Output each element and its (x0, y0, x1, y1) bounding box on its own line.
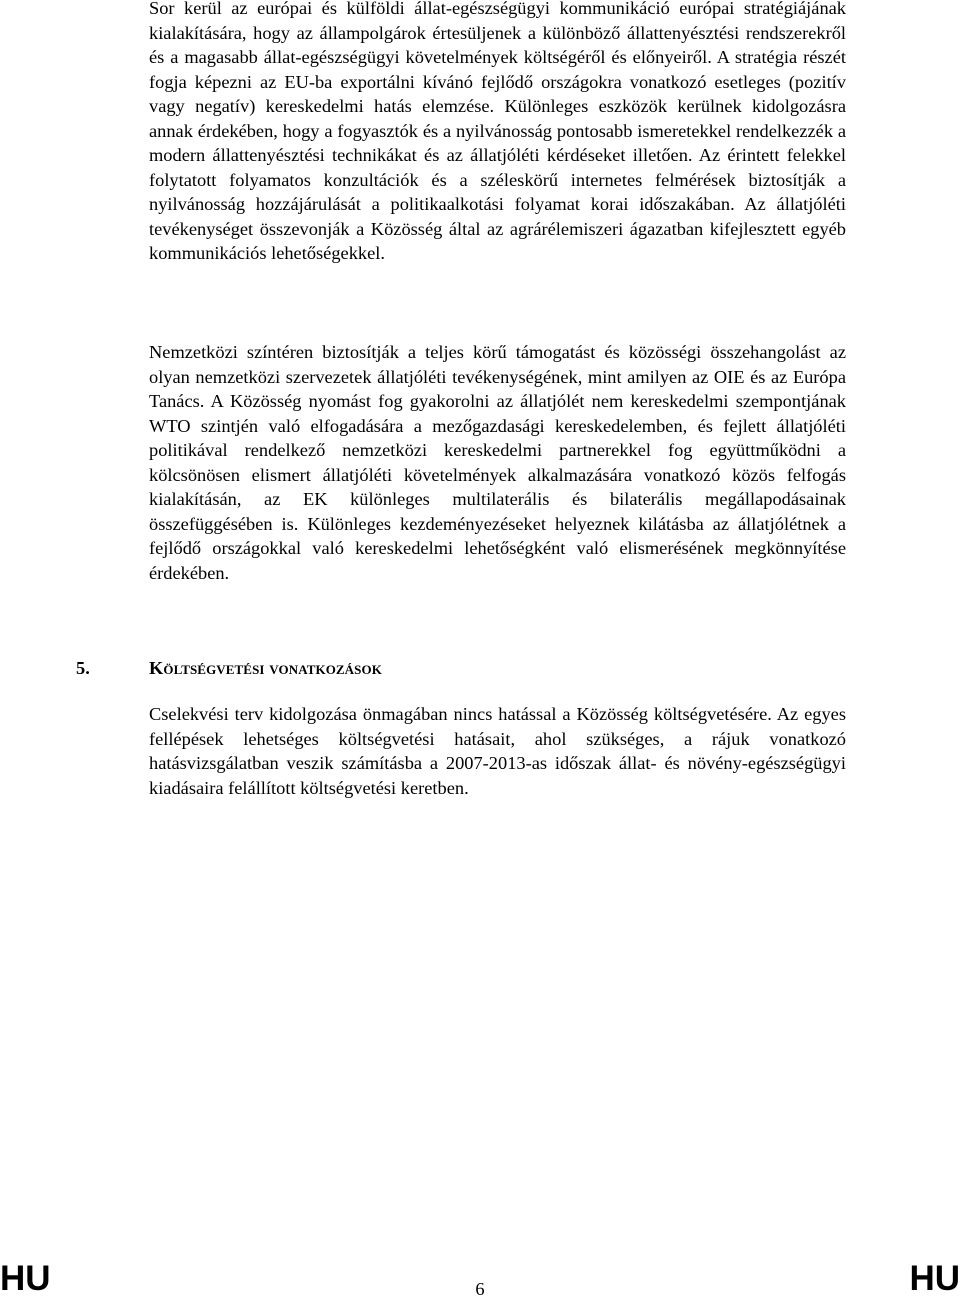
footer-language-code-left: HU (0, 1259, 51, 1298)
footer-language-code-right: HU (909, 1259, 960, 1298)
paragraph-communication-strategy: Sor kerül az európai és külföldi állat-egészségügyi kommunikáció európai stratégiájának kialakítására, hogy az állampolgárok értesüljenek a különböző állattenyésztési rendszerekről és a magasabb állat-egészségügyi követelmények költségéről és előnyeiről. A stratégia részét fogja képezni az EU-ba exportálni kívánó fejlődő országokra vonatkozó esetleges (pozitív vagy negatív) kereskedelmi hatás elemzése. Különleges eszközök kerülnek kidolgozásra annak érdekében, hogy a fogyasztók és a nyilvánosság pontosabb ismeretekkel rendelkezzék a modern állattenyésztési technikákat és az állatjóléti kérdéseket illetően. Az érintett felekkel folytatott folyamatos konzultációk és a széleskörű internetes felmérések biztosítják a nyilvánosság hozzájárulását a politikaalkotási folyamat korai időszakában. Az állatjóléti tevékenységet összevonják a Közösség által az agrárélemiszeri ágazatban kifejlesztett egyéb kommunikációs lehetőségekkel. (149, 0, 846, 263)
section-title: Költségvetési vonatkozások (149, 658, 382, 678)
paragraph-budget-implications: Cselekvési terv kidolgozása önmagában nincs hatással a Közösség költségvetésére. Az egyes fellépések lehetséges költségvetési hatásait, ahol szükséges, a rájuk vonatkozó hatásvizsgálatban veszik számításba a 2007-2013-as időszak állat- és növény-egészségügyi kiadásaira felállított költségvetési keretben. (149, 704, 846, 798)
paragraph-international-cooperation: Nemzetközi színtéren biztosítják a teljes körű támogatást és közösségi összehangolást az olyan nemzetközi szervezetek állatjóléti tevékenységének, mint amilyen az OIE és az Európa Tanács. A Közösség nyomást fog gyakorolni az állatjólét nem kereskedelmi szempontjának WTO szintjén való elfogadására a mezőgazdasági kereskedelemben, és fejlett állatjóléti politikával rendelkező nemzetközi kereskedelmi partnerekkel fog együttműködni a kölcsönösen elismert állatjóléti követelmények alkalmazására vonatkozó közös felfogás kialakításán, az EK különleges multilaterális és bilaterális megállapodásainak összefüggésében is. Különleges kezdeményezéseket helyeznek kilátásba az állatjólétnek a fejlődő országokkal való kereskedelmi lehetőségként való elismerésének megkönnyítése érdekében. (149, 342, 846, 583)
section-number: 5. (76, 658, 90, 678)
page-number: 6 (475, 1279, 485, 1299)
